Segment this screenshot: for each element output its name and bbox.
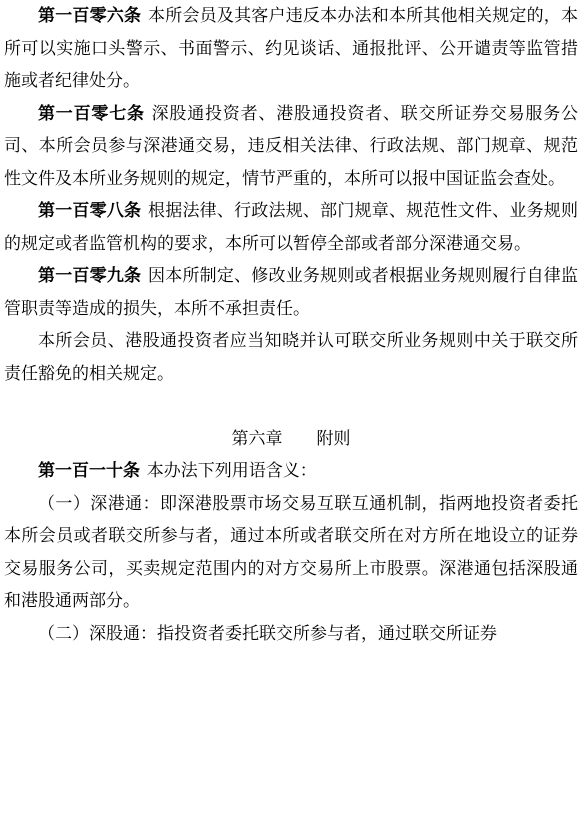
article-number: 第一百零九条 (38, 266, 142, 286)
definition-item-1 (4, 488, 578, 618)
article-109-paragraph-2 (4, 325, 578, 390)
blank-line (4, 390, 578, 423)
article-107 (4, 98, 578, 196)
article-108 (4, 195, 578, 260)
article-110 (4, 455, 578, 488)
definition-text: （一）深港通：即深港股票市场交易互联互通机制，指两地投资者委托本所会员或者联交所参与者，通过本所或者联交所在对方所在地设立的证券交易服务公司，买卖规定范围内的对方交易所上市股票。深港通包括深股通和港股通两部分。 (4, 493, 578, 611)
chapter-heading (4, 423, 578, 456)
article-106 (4, 0, 578, 98)
article-number: 第一百一十条 (38, 461, 140, 481)
article-number: 第一百零七条 (38, 103, 145, 124)
article-text: 深股通投资者、港股通投资者、联交所证券交易服务公司、本所会员参与深港通交易，违反相关法律、行政法规、部门规章、规范性文件及本所业务规则的规定，情节严重的，本所可以报中国证监会查处。 (4, 103, 579, 189)
article-text: 因本所制定、修改业务规则或者根据业务规则履行自律监管职责等造成的损失，本所不承担责任。 (4, 266, 579, 319)
article-number: 第一百零六条 (38, 6, 142, 26)
article-text: 本办法下列用语含义： (146, 461, 317, 481)
definition-item-2 (4, 618, 578, 651)
chapter-number: 第六章 (231, 428, 283, 449)
paragraph-text: 本所会员、港股通投资者应当知晓并认可联交所业务规则中关于联交所责任豁免的相关规定。 (4, 331, 578, 384)
article-number: 第一百零八条 (38, 201, 142, 221)
article-text: 本所会员及其客户违反本办法和本所其他相关规定的，本所可以实施口头警示、书面警示、约见谈话、通报批评、公开谴责等监管措施或者纪律处分。 (4, 6, 579, 91)
article-109 (4, 260, 578, 325)
document-page (4, 0, 578, 650)
chapter-name: 附则 (316, 428, 351, 449)
article-text: 根据法律、行政法规、部门规章、规范性文件、业务规则的规定或者监管机构的要求，本所可以暂停全部或者部分深港通交易。 (4, 201, 579, 254)
definition-text: （二）深股通：指投资者委托联交所参与者，通过联交所证券 (38, 623, 497, 644)
